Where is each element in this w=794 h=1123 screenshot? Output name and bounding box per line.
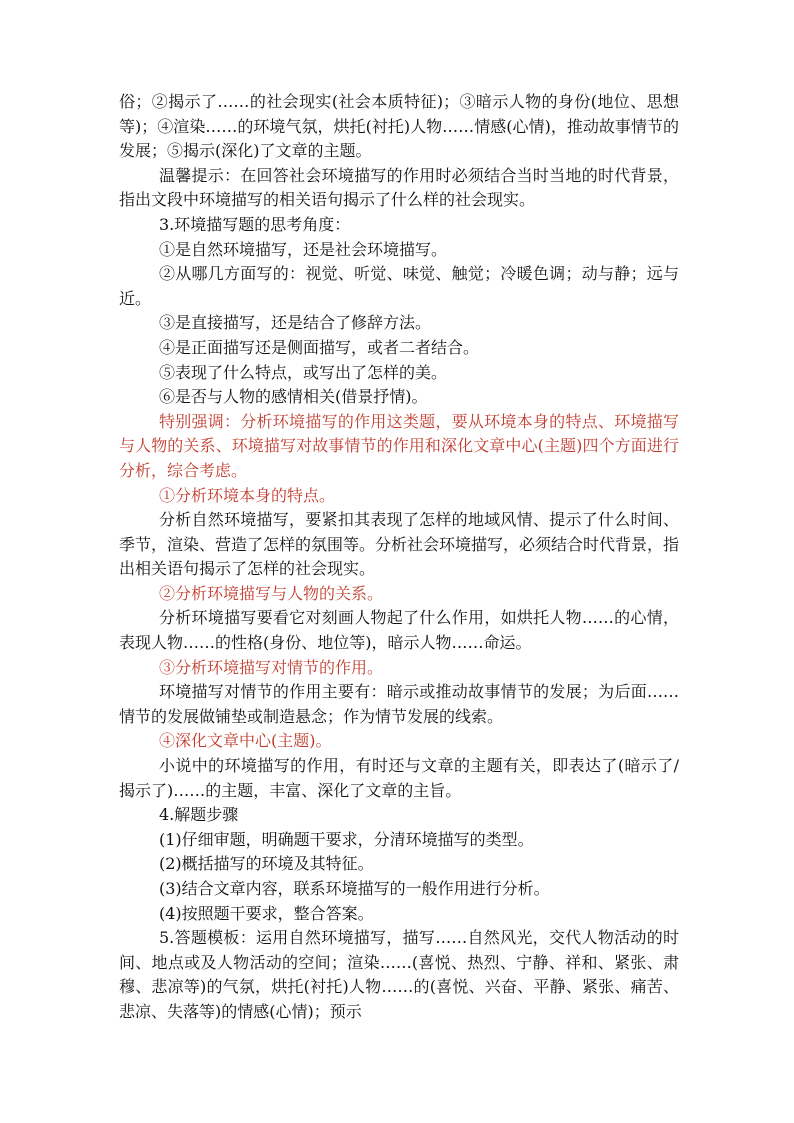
subheading-environment-plot: ③分析环境描写对情节的作用。 (159, 657, 384, 677)
paragraph-environment-features: 分析自然环境描写，要紧扣其表现了怎样的地域风情、提示了什么时间、季节，渲染、营造了怎样的氛围等。分析社会环境描写，必须结合时代背景，指出相关语句揭示了怎样的社会现实。 (119, 510, 680, 579)
list-item-step-4: (4)按照题干要求，整合答案。 (159, 903, 374, 923)
list-item-angle-1: ①是自然环境描写，还是社会环境描写。 (159, 239, 448, 259)
section-heading-solving-steps: 4.解题步骤 (159, 805, 239, 825)
list-item-angle-3: ③是直接描写，还是结合了修辞方法。 (159, 313, 432, 333)
subheading-deepen-theme: ④深化文章中心(主题)。 (159, 731, 332, 751)
paragraph-answer-template: 5.答题模板：运用自然环境描写，描写……自然风光，交代人物活动的时间、地点或及人物活动的空间；渲染……(喜悦、热烈、宁静、祥和、紧张、肃穆、悲凉等)的气氛，烘托(衬托)人物……的(喜悦、兴奋、平静、紧张、痛苦、悲凉、失落等)的情感(心情)；预示 (119, 928, 679, 1021)
document-page (119, 90, 679, 1025)
paragraph-environment-characters: 分析环境描写要看它对刻画人物起了什么作用，如烘托人物……的心情，表现人物……的性格(身份、地位等)，暗示人物……命运。 (119, 608, 679, 653)
paragraph-environment-plot: 环境描写对情节的作用主要有：暗示或推动故事情节的发展；为后面……情节的发展做铺垫或制造悬念；作为情节发展的线索。 (119, 682, 679, 726)
list-item-angle-5: ⑤表现了什么特点，或写出了怎样的美。 (159, 362, 448, 382)
list-item-angle-2: ②从哪几方面写的：视觉、听觉、味觉、触觉；冷暖色调；动与静；远与近。 (119, 264, 679, 308)
list-item-angle-4: ④是正面描写还是侧面描写，或者二者结合。 (159, 337, 480, 357)
paragraph-deepen-theme: 小说中的环境描写的作用，有时还与文章的主题有关，即表达了(暗示了/揭示了)……的主题，丰富、深化了文章的主旨。 (119, 756, 679, 800)
section-heading-thinking-angles: 3.环境描写题的思考角度： (159, 214, 351, 234)
paragraph-social-environment-effects: 俗；②揭示了……的社会现实(社会本质特征)；③暗示人物的身份(地位、思想等)；④渲染……的环境气氛，烘托(衬托)人物……情感(心情)，推动故事情节的发展；⑤揭示(深化)了文章的主题。 (119, 92, 679, 161)
list-item-step-2: (2)概括描写的环境及其特征。 (159, 854, 374, 874)
list-item-step-3: (3)结合文章内容，联系环境描写的一般作用进行分析。 (159, 879, 550, 898)
paragraph-tip: 温馨提示：在回答社会环境描写的作用时必须结合当时当地的时代背景，指出文段中环境描写的相关语句揭示了什么样的社会现实。 (119, 165, 679, 210)
subheading-environment-features: ①分析环境本身的特点。 (159, 485, 336, 505)
list-item-angle-6: ⑥是否与人物的感情相关(借景抒情)。 (159, 387, 428, 407)
subheading-environment-characters: ②分析环境描写与人物的关系。 (159, 583, 384, 603)
paragraph-emphasis: 特别强调：分析环境描写的作用这类题，要从环境本身的特点、环境描写与人物的关系、环境描写对故事情节的作用和深化文章中心(主题)四个方面进行分析，综合考虑。 (119, 411, 679, 480)
list-item-step-1: (1)仔细审题，明确题干要求，分清环境描写的类型。 (159, 829, 534, 849)
